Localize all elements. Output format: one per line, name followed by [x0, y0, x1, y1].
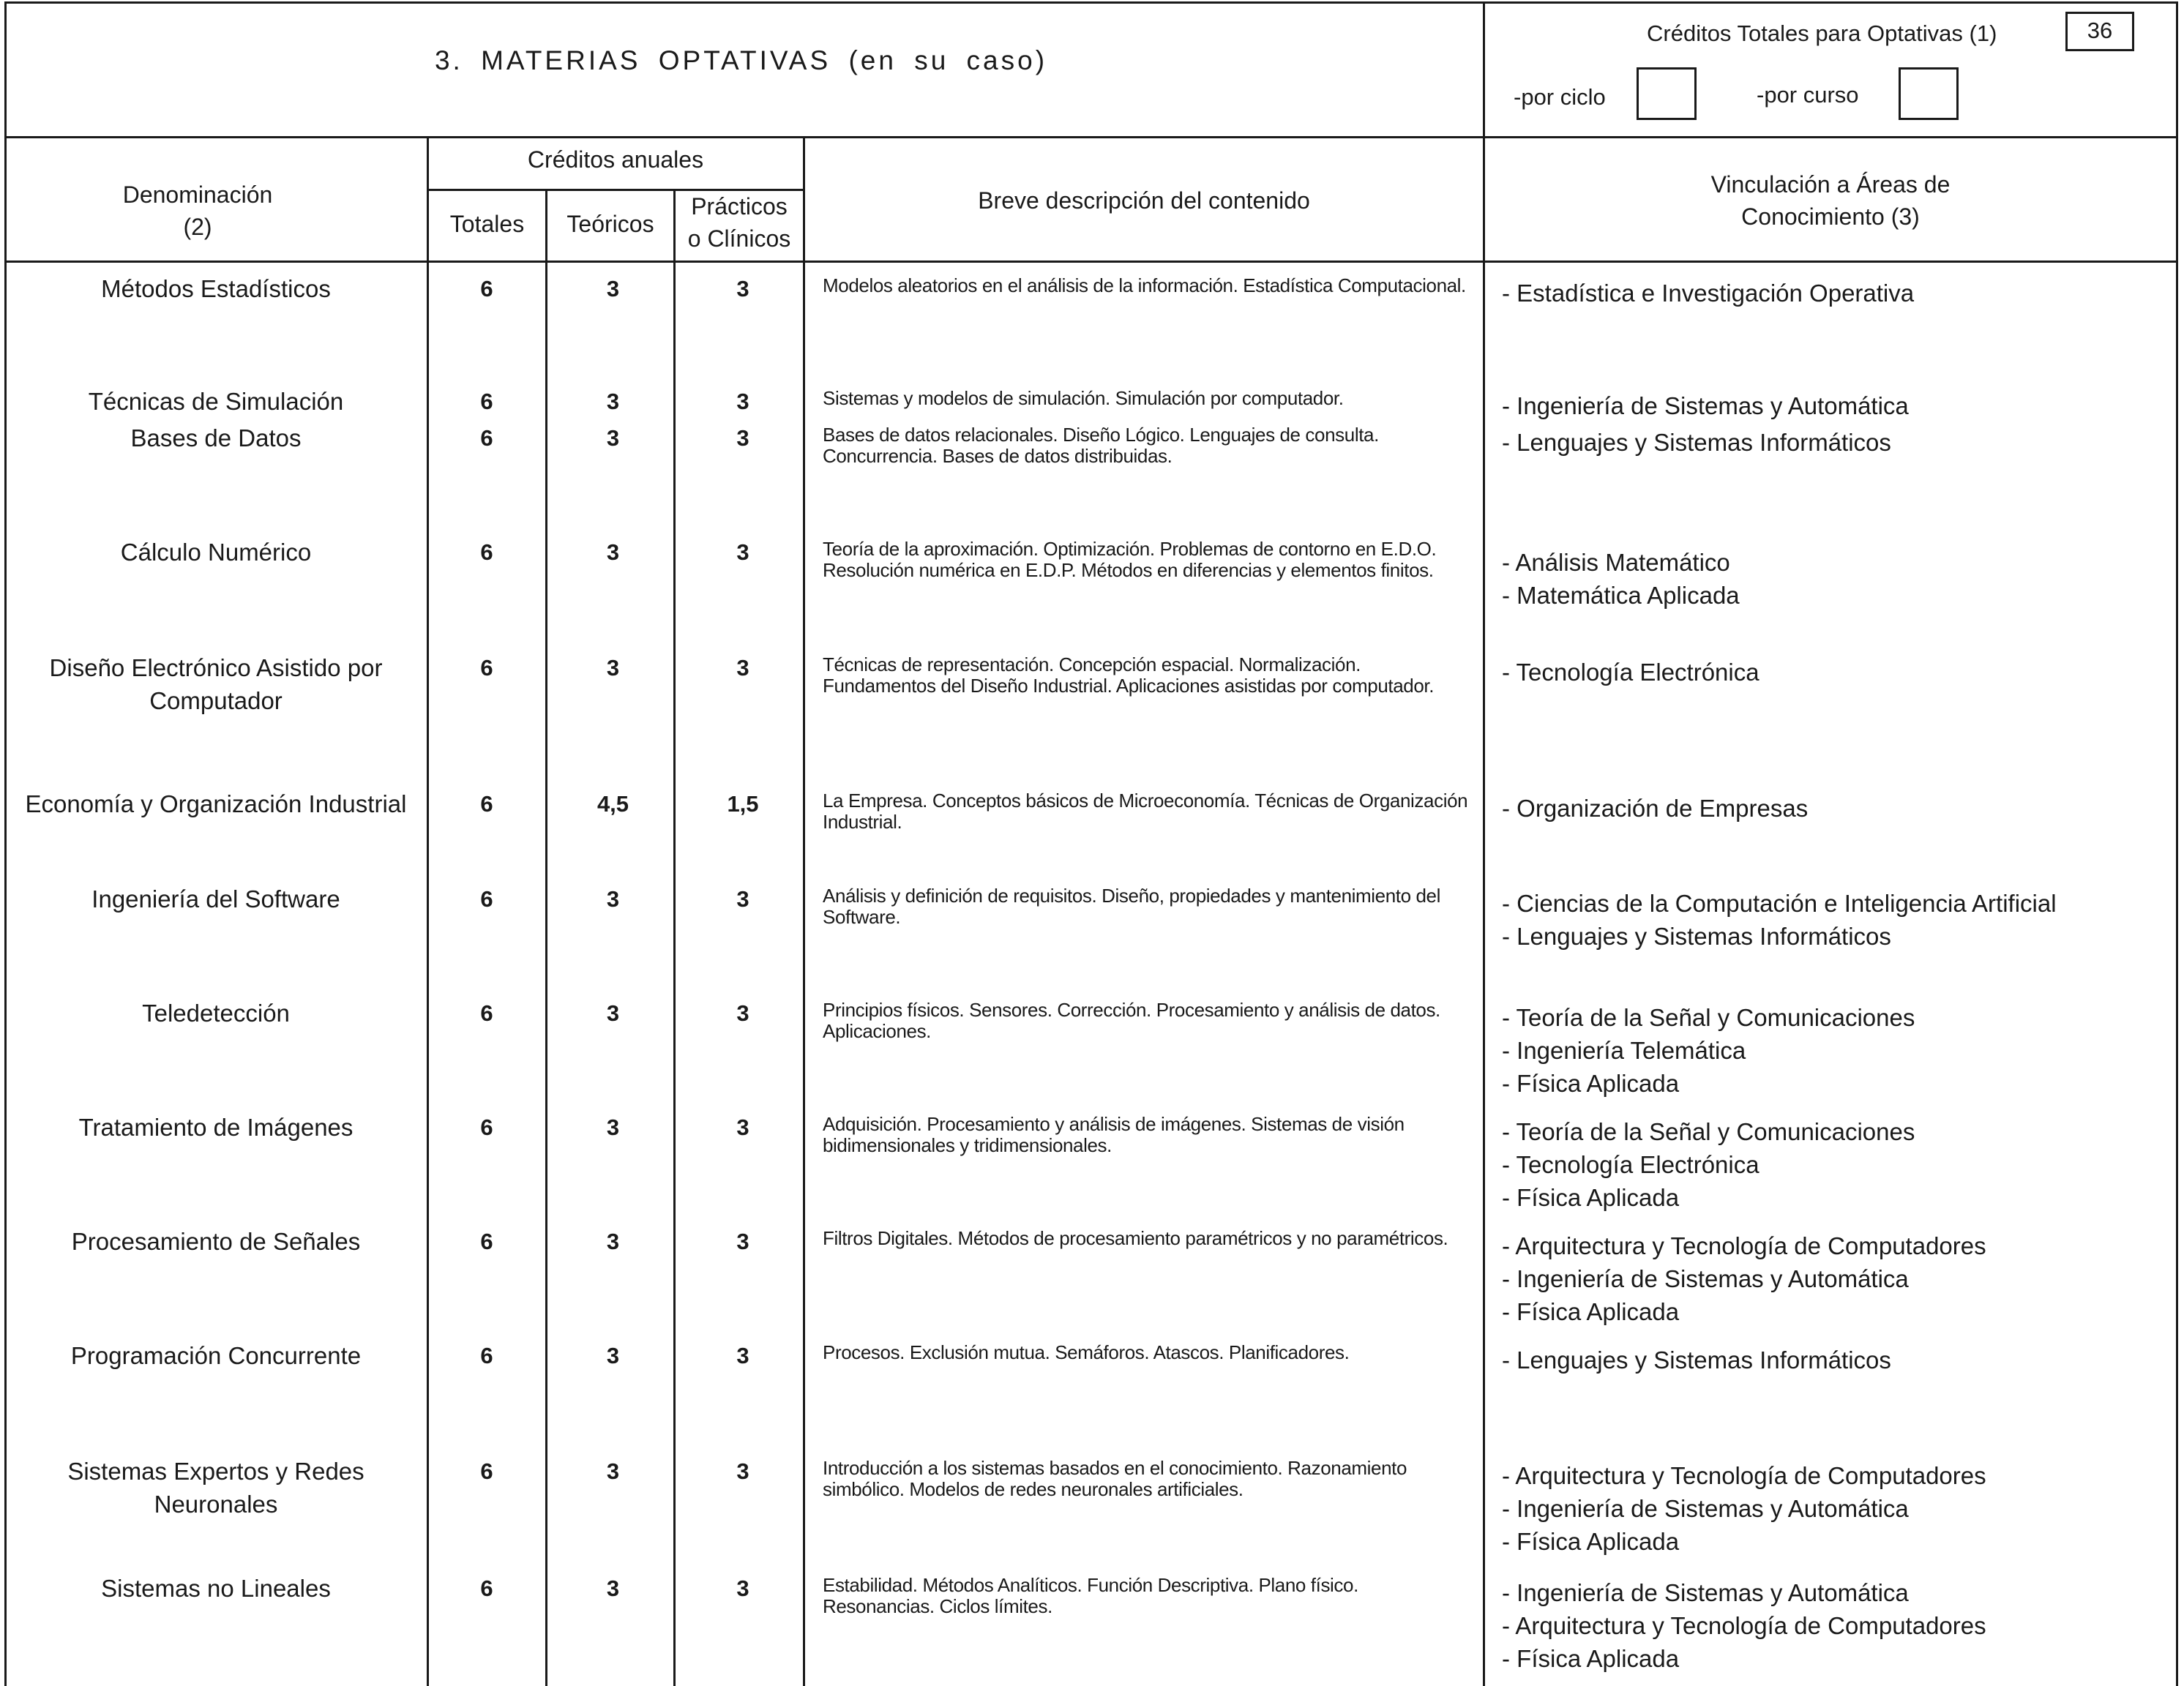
credits-practicos: 3 [736, 1576, 749, 1601]
credits-teoricos: 3 [606, 389, 620, 414]
por-ciclo-label: -por ciclo [1514, 84, 1606, 110]
credits-totales: 6 [480, 1229, 493, 1254]
subject-description: Técnicas de representación. Concepción espacial. Normalización. Fundamentos del Diseño Industrial. Aplicaciones asistidas por computador. [823, 653, 1435, 697]
credits-practicos: 1,5 [727, 791, 759, 817]
col-header-totales: Totales [449, 211, 525, 237]
credits-teoricos: 3 [606, 425, 620, 451]
area-item: - Física Aplicada [1502, 1645, 1680, 1672]
area-item: - Ingeniería de Sistemas y Automática [1502, 1495, 1909, 1522]
credits-totales: 6 [480, 886, 493, 912]
por-ciclo-box [1637, 67, 1697, 120]
area-item: - Ingeniería de Sistemas y Automática [1502, 1265, 1909, 1292]
divider-descripcion [1483, 1, 1485, 1686]
credits-practicos: 3 [736, 389, 749, 414]
area-item: - Ciencias de la Computación e Inteligencia Artificial [1502, 890, 2057, 917]
area-item: - Física Aplicada [1502, 1184, 1680, 1211]
credits-total-box: 36 [2065, 12, 2134, 51]
credits-teoricos: 3 [606, 886, 620, 912]
knowledge-areas [1502, 656, 2175, 689]
subject-description: Introducción a los sistemas basados en el conocimiento. Razonamiento simbólico. Modelos de redes neuronales artificiales. [823, 1457, 1407, 1500]
area-item: - Análisis Matemático [1502, 549, 1730, 576]
area-item: - Tecnología Electrónica [1502, 1151, 1759, 1178]
subject-name: Sistemas no Lineales [101, 1575, 331, 1602]
subject-name: Ingeniería del Software [91, 885, 340, 913]
subject-description: La Empresa. Conceptos básicos de Microeconomía. Técnicas de Organización Industrial. [823, 790, 1468, 833]
credits-teoricos: 3 [606, 276, 620, 301]
area-item: - Ingeniería de Sistemas y Automática [1502, 1579, 1909, 1606]
subject-description: Sistemas y modelos de simulación. Simulación por computador. [823, 387, 1344, 409]
area-item: - Arquitectura y Tecnología de Computadores [1502, 1612, 1986, 1639]
knowledge-areas [1502, 389, 2175, 422]
area-item: - Física Aplicada [1502, 1070, 1680, 1097]
knowledge-areas [1502, 1576, 2175, 1675]
credits-total-label: Créditos Totales para Optativas (1) [1647, 20, 1997, 46]
subject-name: Diseño Electrónico Asistido por Computador [49, 654, 383, 714]
credits-teoricos: 3 [606, 1114, 620, 1140]
credits-totales: 6 [480, 1458, 493, 1484]
col-header-teoricos: Teóricos [566, 211, 654, 237]
area-item: - Teoría de la Señal y Comunicaciones [1502, 1004, 1915, 1031]
area-item: - Física Aplicada [1502, 1298, 1680, 1325]
credits-totales: 6 [480, 276, 493, 301]
subject-name: Métodos Estadísticos [101, 275, 331, 302]
knowledge-areas [1502, 1229, 2175, 1328]
subject-name: Sistemas Expertos y Redes Neuronales [67, 1458, 364, 1518]
knowledge-areas [1502, 887, 2175, 953]
col-header-vinculacion-line1: Vinculación a Áreas de [1710, 171, 1951, 198]
top-border [4, 1, 2178, 4]
subject-name: Cálculo Numérico [120, 539, 312, 566]
credits-teoricos: 4,5 [597, 791, 629, 817]
subject-name: Bases de Datos [130, 424, 302, 452]
area-item: - Arquitectura y Tecnología de Computadores [1502, 1462, 1986, 1489]
credits-practicos: 3 [736, 1000, 749, 1026]
credits-practicos: 3 [736, 1114, 749, 1140]
area-item: - Estadística e Investigación Operativa [1502, 280, 1915, 307]
col-header-vinculacion-line2: Conocimiento (3) [1741, 203, 1920, 230]
left-border [4, 1, 7, 1686]
subject-description: Estabilidad. Métodos Analíticos. Función Descriptiva. Plano físico. Resonancias. Ciclos límites. [823, 1574, 1358, 1617]
col-header-denominacion [44, 179, 351, 243]
por-curso-box [1899, 67, 1959, 120]
knowledge-areas [1502, 1459, 2175, 1558]
subject-description: Modelos aleatorios en el análisis de la información. Estadística Computacional. [823, 274, 1466, 296]
credits-totales: 6 [480, 1114, 493, 1140]
col-header-denominacion-label: Denominación [122, 181, 273, 208]
col-header-creditos-anuales: Créditos anuales [527, 146, 704, 173]
subject-description: Adquisición. Procesamiento y análisis de imágenes. Sistemas de visión bidimensionales y tridimensionales. [823, 1113, 1405, 1156]
credits-teoricos: 3 [606, 1458, 620, 1484]
knowledge-areas [1502, 1001, 2175, 1100]
subject-description: Teoría de la aproximación. Optimización. Problemas de contorno en E.D.O. Resolución numérica en E.D.P. Métodos en diferencias y elementos finitos. [823, 538, 1437, 581]
knowledge-areas [1502, 546, 2175, 612]
col-header-practicos [676, 190, 803, 255]
area-item: - Lenguajes y Sistemas Informáticos [1502, 429, 1891, 456]
area-item: - Arquitectura y Tecnología de Computadores [1502, 1232, 1986, 1259]
area-item: - Ingeniería de Sistemas y Automática [1502, 392, 1909, 419]
column-header-bottom-rule [4, 261, 2178, 263]
subject-name: Tratamiento de Imágenes [78, 1114, 354, 1141]
area-item: - Matemática Aplicada [1502, 582, 1740, 609]
area-item: - Ingeniería Telemática [1502, 1037, 1746, 1064]
divider-totales [545, 190, 547, 1686]
divider-teoricos [673, 190, 676, 1686]
por-curso-label: -por curso [1757, 82, 1859, 108]
area-item: - Lenguajes y Sistemas Informáticos [1502, 1346, 1891, 1374]
subject-name: Técnicas de Simulación [88, 388, 344, 415]
knowledge-areas [1502, 426, 2175, 459]
credits-totales: 6 [480, 539, 493, 565]
credits-practicos: 3 [736, 655, 749, 681]
knowledge-areas [1502, 277, 2175, 310]
credits-teoricos: 3 [606, 1343, 620, 1368]
credits-totales: 6 [480, 1343, 493, 1368]
credits-totales: 6 [480, 389, 493, 414]
credits-practicos: 3 [736, 1229, 749, 1254]
area-item: - Física Aplicada [1502, 1528, 1680, 1555]
subject-description: Filtros Digitales. Métodos de procesamiento paramétricos y no paramétricos. [823, 1227, 1448, 1249]
credits-practicos: 3 [736, 886, 749, 912]
subject-description: Análisis y definición de requisitos. Diseño, propiedades y mantenimiento del Software. [823, 885, 1440, 928]
credits-practicos: 3 [736, 276, 749, 301]
knowledge-areas [1502, 1344, 2175, 1376]
credits-totales: 6 [480, 791, 493, 817]
subject-name: Procesamiento de Señales [71, 1228, 361, 1255]
knowledge-areas [1502, 792, 2175, 825]
subject-description: Procesos. Exclusión mutua. Semáforos. Atascos. Planificadores. [823, 1341, 1350, 1363]
col-header-denominacion-note: (2) [183, 214, 212, 240]
credits-totales: 6 [480, 1576, 493, 1601]
credits-totales: 6 [480, 425, 493, 451]
credits-teoricos: 3 [606, 539, 620, 565]
area-item: - Organización de Empresas [1502, 795, 1809, 822]
col-header-practicos-line1: Prácticos [691, 193, 788, 220]
credits-teoricos: 3 [606, 655, 620, 681]
credits-practicos: 3 [736, 1343, 749, 1368]
area-item: - Lenguajes y Sistemas Informáticos [1502, 923, 1891, 950]
col-header-descripcion: Breve descripción del contenido [978, 187, 1310, 214]
credits-teoricos: 3 [606, 1229, 620, 1254]
credits-totales: 6 [480, 1000, 493, 1026]
credits-practicos: 3 [736, 1458, 749, 1484]
area-item: - Tecnología Electrónica [1502, 659, 1759, 686]
credits-practicos: 3 [736, 425, 749, 451]
credits-practicos: 3 [736, 539, 749, 565]
subject-description: Principios físicos. Sensores. Corrección. Procesamiento y análisis de datos. Aplicaciones. [823, 999, 1440, 1042]
right-border [2176, 1, 2178, 1686]
subject-name: Programación Concurrente [70, 1342, 362, 1369]
credits-totales: 6 [480, 655, 493, 681]
credits-teoricos: 3 [606, 1000, 620, 1026]
col-header-vinculacion [1485, 168, 2176, 233]
subject-name: Teledetección [142, 1000, 290, 1027]
col-header-practicos-line2: o Clínicos [687, 225, 791, 252]
subject-name: Economía y Organización Industrial [25, 790, 407, 817]
subject-description: Bases de datos relacionales. Diseño Lógico. Lenguajes de consulta. Concurrencia. Bases de datos distribuidas. [823, 424, 1379, 467]
header-bottom-rule [4, 136, 2178, 138]
section-title: 3. MATERIAS OPTATIVAS (en su caso) [434, 45, 1048, 75]
credits-teoricos: 3 [606, 1576, 620, 1601]
area-item: - Teoría de la Señal y Comunicaciones [1502, 1118, 1915, 1145]
knowledge-areas [1502, 1115, 2175, 1214]
